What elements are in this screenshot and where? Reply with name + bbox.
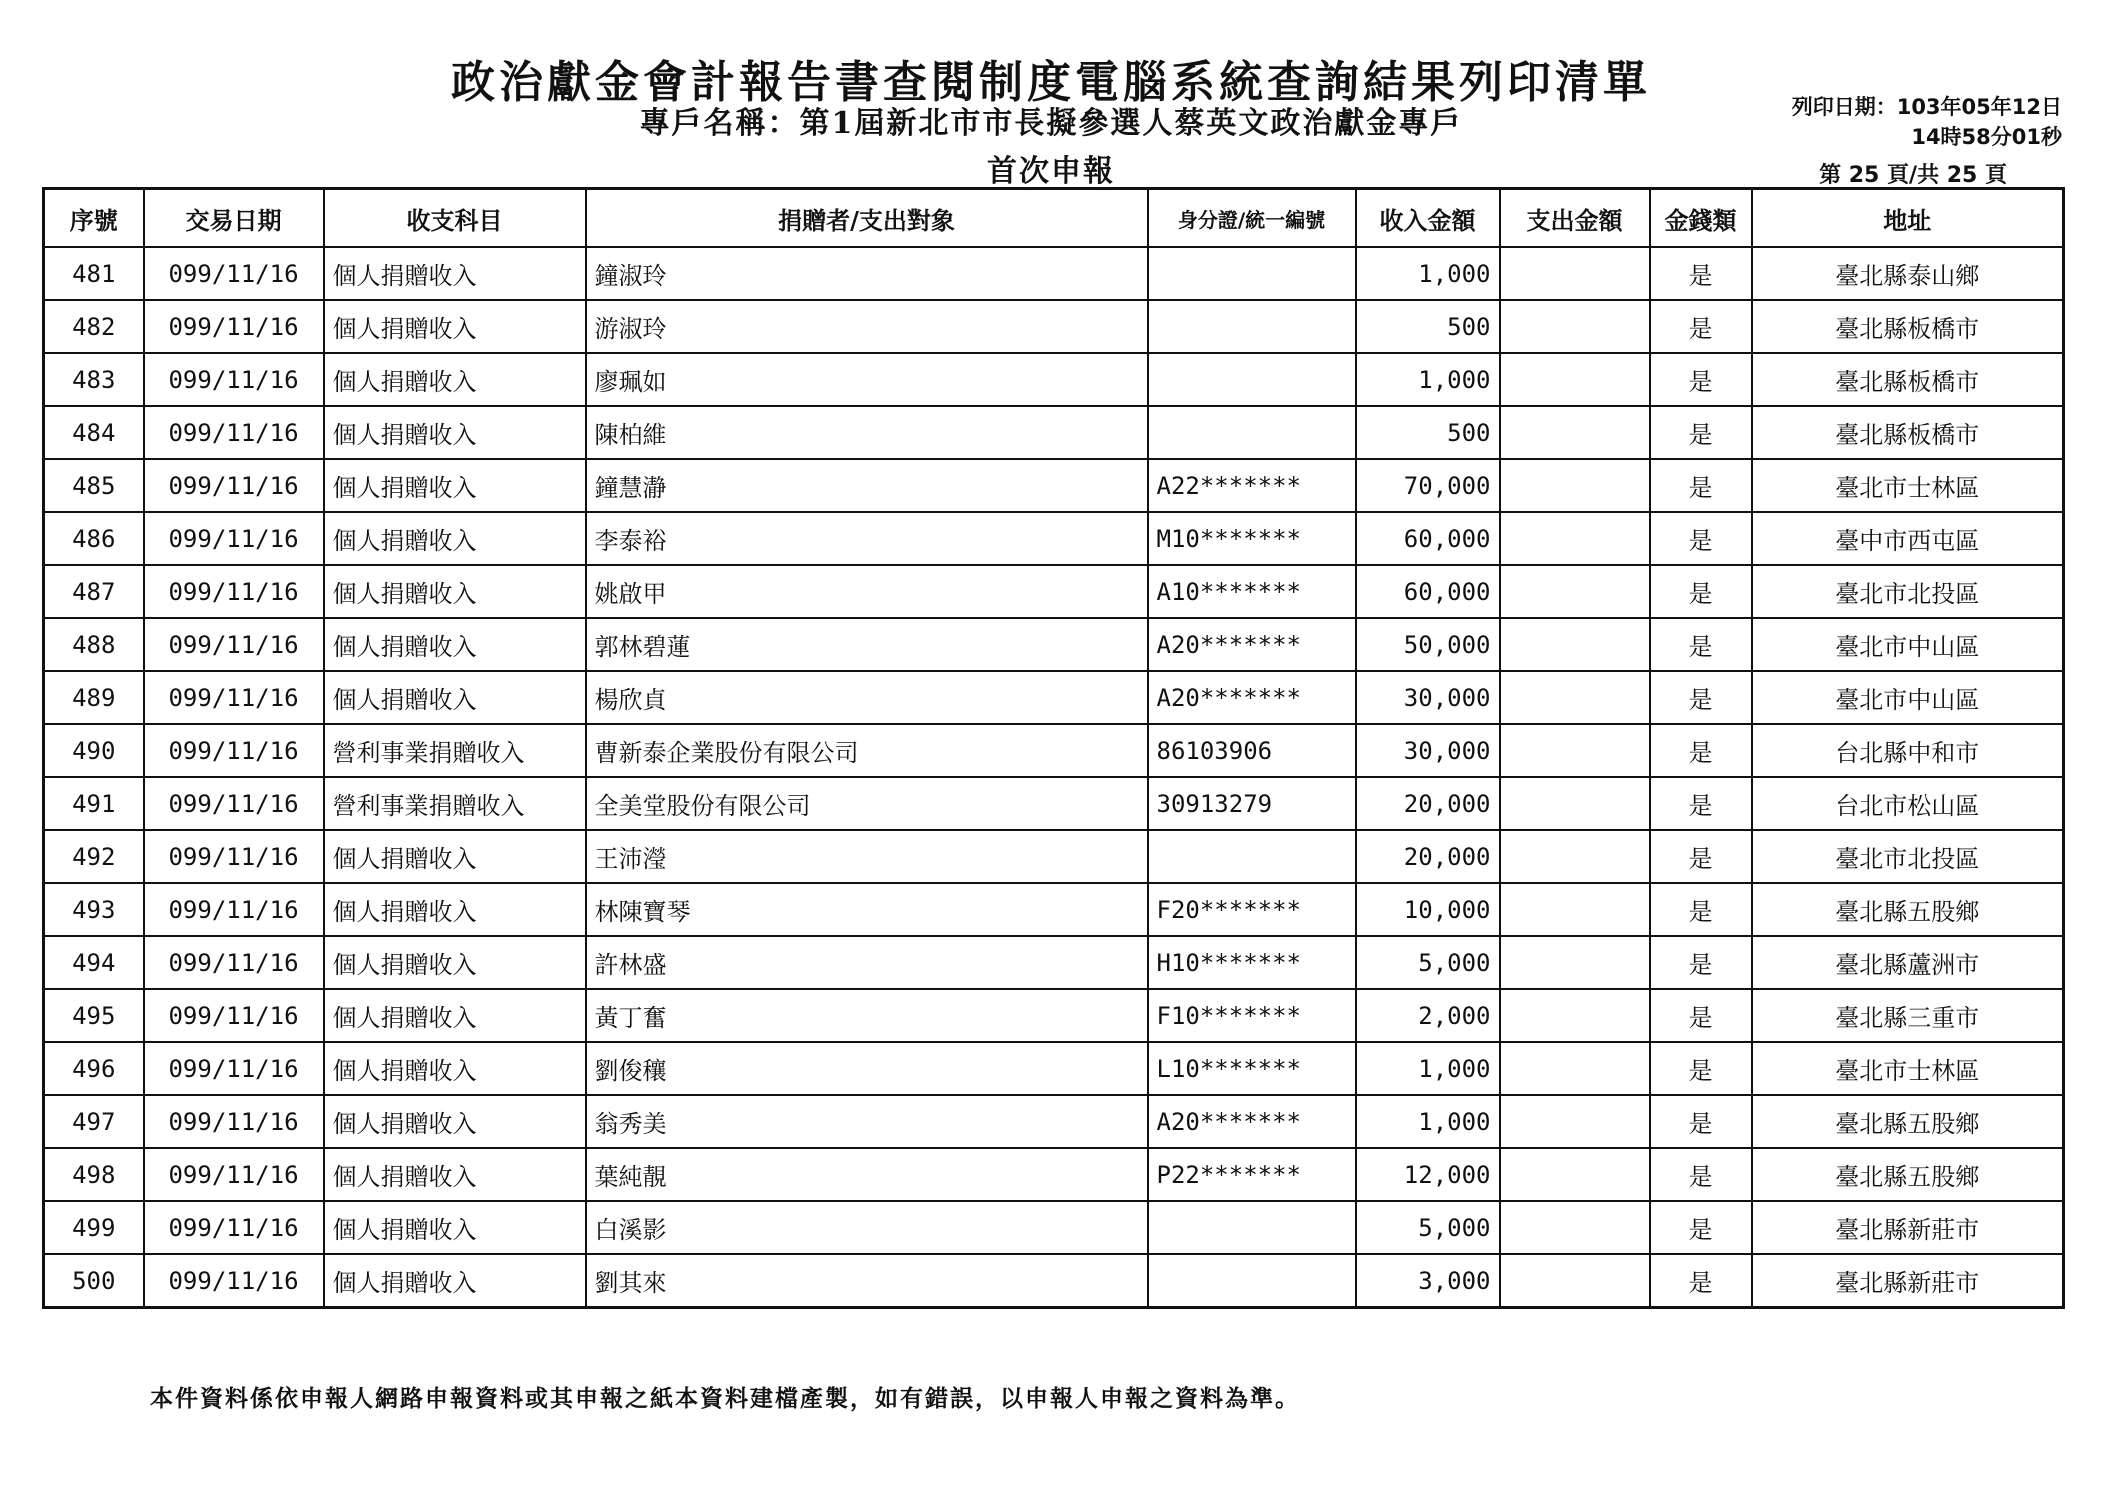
cell-address: 臺北市中山區	[1752, 618, 2064, 671]
cell-seq: 490	[44, 724, 144, 777]
col-header-address: 地址	[1752, 189, 2064, 248]
cell-id: F10*******	[1148, 989, 1356, 1042]
cell-donor: 曹新泰企業股份有限公司	[586, 724, 1148, 777]
cell-donor: 劉其來	[586, 1254, 1148, 1308]
cell-income: 10,000	[1356, 883, 1500, 936]
cell-category: 個人捐贈收入	[324, 618, 586, 671]
cell-address: 臺北縣三重市	[1752, 989, 2064, 1042]
cell-income: 5,000	[1356, 936, 1500, 989]
report-type: 首次申報	[987, 154, 1115, 189]
cell-seq: 491	[44, 777, 144, 830]
cell-address: 臺北縣板橋市	[1752, 300, 2064, 353]
cell-expense	[1500, 883, 1650, 936]
col-header-id: 身分證/統一編號	[1148, 189, 1356, 248]
cell-date: 099/11/16	[144, 777, 324, 830]
cell-income: 3,000	[1356, 1254, 1500, 1308]
cell-id: L10*******	[1148, 1042, 1356, 1095]
cell-donor: 游淑玲	[586, 300, 1148, 353]
cell-category: 個人捐贈收入	[324, 247, 586, 300]
cell-donor: 白溪影	[586, 1201, 1148, 1254]
cell-donor: 葉純靚	[586, 1148, 1148, 1201]
cell-cash: 是	[1650, 989, 1752, 1042]
cell-donor: 鐘淑玲	[586, 247, 1148, 300]
cell-category: 個人捐贈收入	[324, 936, 586, 989]
cell-donor: 廖珮如	[586, 353, 1148, 406]
cell-donor: 全美堂股份有限公司	[586, 777, 1148, 830]
cell-cash: 是	[1650, 724, 1752, 777]
cell-donor: 陳柏維	[586, 406, 1148, 459]
cell-category: 個人捐贈收入	[324, 1148, 586, 1201]
cell-cash: 是	[1650, 1201, 1752, 1254]
cell-category: 個人捐贈收入	[324, 1201, 586, 1254]
cell-income: 12,000	[1356, 1148, 1500, 1201]
cell-income: 2,000	[1356, 989, 1500, 1042]
footer-note: 本件資料係依申報人網路申報資料或其申報之紙本資料建檔產製，如有錯誤，以申報人申報之資料為準。	[150, 1385, 1300, 1412]
cell-income: 50,000	[1356, 618, 1500, 671]
cell-id: 86103906	[1148, 724, 1356, 777]
cell-date: 099/11/16	[144, 1042, 324, 1095]
cell-address: 臺北縣新莊市	[1752, 1254, 2064, 1308]
cell-expense	[1500, 936, 1650, 989]
cell-income: 60,000	[1356, 565, 1500, 618]
cell-cash: 是	[1650, 406, 1752, 459]
cell-address: 臺北縣五股鄉	[1752, 883, 2064, 936]
cell-income: 30,000	[1356, 671, 1500, 724]
cell-seq: 485	[44, 459, 144, 512]
cell-seq: 500	[44, 1254, 144, 1308]
col-header-cash: 金錢類	[1650, 189, 1752, 248]
cell-id: A22*******	[1148, 459, 1356, 512]
cell-address: 臺北市中山區	[1752, 671, 2064, 724]
cell-cash: 是	[1650, 1042, 1752, 1095]
cell-seq: 489	[44, 671, 144, 724]
cell-donor: 楊欣貞	[586, 671, 1148, 724]
cell-seq: 493	[44, 883, 144, 936]
cell-id: A20*******	[1148, 671, 1356, 724]
cell-donor: 黃丁奮	[586, 989, 1148, 1042]
cell-category: 個人捐贈收入	[324, 1095, 586, 1148]
cell-category: 個人捐贈收入	[324, 300, 586, 353]
cell-id: 30913279	[1148, 777, 1356, 830]
col-header-seq: 序號	[44, 189, 144, 248]
cell-category: 個人捐贈收入	[324, 989, 586, 1042]
cell-address: 臺北市北投區	[1752, 565, 2064, 618]
cell-expense	[1500, 830, 1650, 883]
report-title: 政治獻金會計報告書查閱制度電腦系統查詢結果列印清單	[451, 57, 1651, 108]
cell-address: 臺北縣五股鄉	[1752, 1148, 2064, 1201]
cell-expense	[1500, 300, 1650, 353]
cell-seq: 492	[44, 830, 144, 883]
cell-id: A20*******	[1148, 1095, 1356, 1148]
cell-date: 099/11/16	[144, 883, 324, 936]
cell-income: 20,000	[1356, 777, 1500, 830]
cell-seq: 495	[44, 989, 144, 1042]
cell-expense	[1500, 671, 1650, 724]
cell-income: 500	[1356, 406, 1500, 459]
cell-category: 個人捐贈收入	[324, 671, 586, 724]
donation-table	[42, 187, 2065, 1309]
cell-category: 個人捐贈收入	[324, 1254, 586, 1308]
col-header-income: 收入金額	[1356, 189, 1500, 248]
page-info: 第 25 頁/共 25 頁	[1819, 163, 2007, 188]
account-name: 專戶名稱：第1屆新北市市長擬參選人蔡英文政治獻金專戶	[639, 106, 1463, 141]
cell-date: 099/11/16	[144, 830, 324, 883]
table-row	[44, 777, 2064, 830]
cell-expense	[1500, 247, 1650, 300]
cell-donor: 郭林碧蓮	[586, 618, 1148, 671]
cell-expense	[1500, 724, 1650, 777]
cell-address: 臺北縣板橋市	[1752, 406, 2064, 459]
cell-donor: 鐘慧瀞	[586, 459, 1148, 512]
cell-address: 臺北縣板橋市	[1752, 353, 2064, 406]
cell-address: 臺中市西屯區	[1752, 512, 2064, 565]
cell-category: 個人捐贈收入	[324, 1042, 586, 1095]
cell-cash: 是	[1650, 883, 1752, 936]
cell-id: P22*******	[1148, 1148, 1356, 1201]
cell-date: 099/11/16	[144, 459, 324, 512]
cell-date: 099/11/16	[144, 1148, 324, 1201]
cell-donor: 許林盛	[586, 936, 1148, 989]
table-row	[44, 1042, 2064, 1095]
cell-expense	[1500, 353, 1650, 406]
cell-date: 099/11/16	[144, 247, 324, 300]
cell-seq: 487	[44, 565, 144, 618]
cell-income: 20,000	[1356, 830, 1500, 883]
table-row	[44, 830, 2064, 883]
cell-cash: 是	[1650, 459, 1752, 512]
table-row	[44, 989, 2064, 1042]
table-row	[44, 247, 2064, 300]
cell-expense	[1500, 618, 1650, 671]
cell-address: 臺北縣五股鄉	[1752, 1095, 2064, 1148]
cell-seq: 498	[44, 1148, 144, 1201]
cell-cash: 是	[1650, 618, 1752, 671]
cell-cash: 是	[1650, 777, 1752, 830]
table-row	[44, 671, 2064, 724]
table-body	[44, 247, 2064, 1308]
cell-id: F20*******	[1148, 883, 1356, 936]
table-row	[44, 724, 2064, 777]
cell-id: A20*******	[1148, 618, 1356, 671]
cell-donor: 林陳寶琴	[586, 883, 1148, 936]
cell-seq: 496	[44, 1042, 144, 1095]
table-row	[44, 1254, 2064, 1308]
cell-category: 營利事業捐贈收入	[324, 777, 586, 830]
table-row	[44, 300, 2064, 353]
table-row	[44, 883, 2064, 936]
cell-cash: 是	[1650, 300, 1752, 353]
cell-cash: 是	[1650, 512, 1752, 565]
cell-category: 個人捐贈收入	[324, 830, 586, 883]
cell-income: 1,000	[1356, 353, 1500, 406]
cell-donor: 姚啟甲	[586, 565, 1148, 618]
table-header-row	[44, 189, 2064, 248]
table-row	[44, 1148, 2064, 1201]
cell-id	[1148, 406, 1356, 459]
cell-donor: 王沛瀅	[586, 830, 1148, 883]
cell-address: 臺北市士林區	[1752, 1042, 2064, 1095]
cell-seq: 494	[44, 936, 144, 989]
cell-expense	[1500, 565, 1650, 618]
cell-seq: 486	[44, 512, 144, 565]
cell-id: M10*******	[1148, 512, 1356, 565]
cell-category: 營利事業捐贈收入	[324, 724, 586, 777]
cell-cash: 是	[1650, 1095, 1752, 1148]
cell-donor: 翁秀美	[586, 1095, 1148, 1148]
cell-date: 099/11/16	[144, 671, 324, 724]
cell-id	[1148, 353, 1356, 406]
col-header-category: 收支科目	[324, 189, 586, 248]
cell-seq: 488	[44, 618, 144, 671]
cell-expense	[1500, 1201, 1650, 1254]
cell-address: 台北縣中和市	[1752, 724, 2064, 777]
cell-cash: 是	[1650, 936, 1752, 989]
cell-cash: 是	[1650, 565, 1752, 618]
cell-income: 1,000	[1356, 1095, 1500, 1148]
cell-cash: 是	[1650, 353, 1752, 406]
cell-donor: 劉俊穰	[586, 1042, 1148, 1095]
cell-date: 099/11/16	[144, 936, 324, 989]
cell-category: 個人捐贈收入	[324, 565, 586, 618]
cell-donor: 李泰裕	[586, 512, 1148, 565]
cell-id	[1148, 300, 1356, 353]
table-row	[44, 618, 2064, 671]
cell-address: 台北市松山區	[1752, 777, 2064, 830]
cell-category: 個人捐贈收入	[324, 459, 586, 512]
cell-date: 099/11/16	[144, 512, 324, 565]
table-row	[44, 565, 2064, 618]
cell-expense	[1500, 1148, 1650, 1201]
cell-expense	[1500, 459, 1650, 512]
table-row	[44, 1201, 2064, 1254]
cell-income: 1,000	[1356, 247, 1500, 300]
cell-address: 臺北市士林區	[1752, 459, 2064, 512]
cell-expense	[1500, 1042, 1650, 1095]
cell-address: 臺北市北投區	[1752, 830, 2064, 883]
cell-address: 臺北縣蘆洲市	[1752, 936, 2064, 989]
cell-category: 個人捐贈收入	[324, 883, 586, 936]
cell-date: 099/11/16	[144, 1201, 324, 1254]
cell-date: 099/11/16	[144, 989, 324, 1042]
cell-seq: 483	[44, 353, 144, 406]
cell-category: 個人捐贈收入	[324, 406, 586, 459]
cell-expense	[1500, 1095, 1650, 1148]
cell-cash: 是	[1650, 671, 1752, 724]
cell-expense	[1500, 989, 1650, 1042]
cell-id	[1148, 1254, 1356, 1308]
cell-id	[1148, 1201, 1356, 1254]
table-row	[44, 353, 2064, 406]
col-header-date: 交易日期	[144, 189, 324, 248]
cell-date: 099/11/16	[144, 300, 324, 353]
cell-income: 30,000	[1356, 724, 1500, 777]
cell-income: 70,000	[1356, 459, 1500, 512]
cell-date: 099/11/16	[144, 1254, 324, 1308]
cell-income: 60,000	[1356, 512, 1500, 565]
cell-address: 臺北縣新莊市	[1752, 1201, 2064, 1254]
cell-cash: 是	[1650, 1148, 1752, 1201]
cell-id: H10*******	[1148, 936, 1356, 989]
cell-income: 500	[1356, 300, 1500, 353]
print-date	[1792, 92, 2062, 152]
cell-seq: 499	[44, 1201, 144, 1254]
cell-seq: 484	[44, 406, 144, 459]
cell-seq: 497	[44, 1095, 144, 1148]
cell-date: 099/11/16	[144, 353, 324, 406]
cell-date: 099/11/16	[144, 1095, 324, 1148]
cell-id	[1148, 830, 1356, 883]
cell-id: A10*******	[1148, 565, 1356, 618]
cell-cash: 是	[1650, 830, 1752, 883]
cell-cash: 是	[1650, 247, 1752, 300]
cell-date: 099/11/16	[144, 724, 324, 777]
cell-seq: 481	[44, 247, 144, 300]
cell-category: 個人捐贈收入	[324, 353, 586, 406]
table-row	[44, 512, 2064, 565]
table-row	[44, 936, 2064, 989]
cell-income: 1,000	[1356, 1042, 1500, 1095]
cell-id	[1148, 247, 1356, 300]
cell-date: 099/11/16	[144, 565, 324, 618]
cell-address: 臺北縣泰山鄉	[1752, 247, 2064, 300]
cell-cash: 是	[1650, 1254, 1752, 1308]
cell-expense	[1500, 512, 1650, 565]
cell-income: 5,000	[1356, 1201, 1500, 1254]
cell-date: 099/11/16	[144, 618, 324, 671]
cell-category: 個人捐贈收入	[324, 512, 586, 565]
col-header-expense: 支出金額	[1500, 189, 1650, 248]
cell-expense	[1500, 406, 1650, 459]
print-date-line2: 14時58分01秒	[1911, 125, 2062, 149]
print-date-line1: 列印日期：103年05年12日	[1791, 95, 2062, 119]
table-row	[44, 1095, 2064, 1148]
table-row	[44, 406, 2064, 459]
table-row	[44, 459, 2064, 512]
cell-date: 099/11/16	[144, 406, 324, 459]
col-header-donor: 捐贈者/支出對象	[586, 189, 1148, 248]
cell-seq: 482	[44, 300, 144, 353]
cell-expense	[1500, 1254, 1650, 1308]
cell-expense	[1500, 777, 1650, 830]
